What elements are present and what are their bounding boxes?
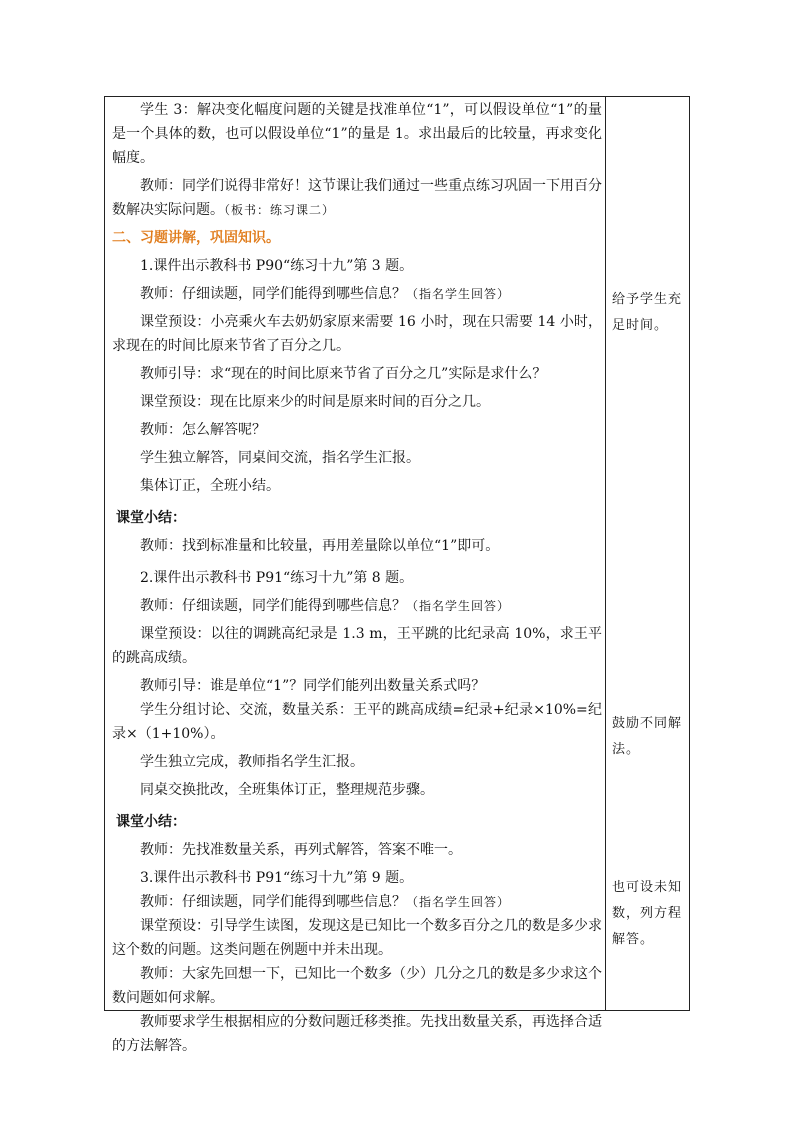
column-divider bbox=[605, 96, 606, 1011]
exercise-title-2: 2.课件出示教科书 P91“练习十九”第 8 题。 bbox=[140, 570, 414, 586]
paragraph-student3 bbox=[112, 98, 602, 170]
paragraph-preset-2: 课堂预设：现在比原来少的时间是原来时间的百分之几。 bbox=[140, 394, 490, 410]
paragraph-teacher-recall: 教师：大家先回想一下，已知比一个数多（少）几分之几的数是多少求这个数问题如何求解。 bbox=[112, 966, 602, 1006]
paragraph-teacher-question-3 bbox=[112, 890, 602, 914]
paragraph-preset-4: 课堂预设：引导学生读图，发现这是已知比一个数多百分之几的数是多少求这个数的问题。这类问题在例题中并未出现。 bbox=[112, 918, 602, 958]
main-content-column bbox=[112, 98, 602, 1058]
side-note-equation: 也可设未知数，列方程解答。 bbox=[612, 880, 683, 947]
hint-note: （指名学生回答） bbox=[406, 287, 511, 301]
paragraph-group-discuss: 学生分组讨论、交流，数量关系：王平的跳高成绩=纪录+纪录×10%=纪录×（1+10%）。 bbox=[112, 702, 602, 742]
paragraph-summary-1: 教师：找到标准量和比较量，再用差量除以单位“1”即可。 bbox=[140, 538, 500, 554]
paragraph-guide-1: 教师引导：求“现在的时间比原来节省了百分之几”实际是求什么？ bbox=[140, 366, 547, 382]
paragraph-guide-2: 教师引导：谁是单位“1”？同学们能列出数量关系式吗？ bbox=[140, 678, 486, 694]
paragraph-transfer: 教师要求学生根据相应的分数问题迁移类推。先找出数量关系，再选择合适的方法解答。 bbox=[112, 1014, 602, 1054]
hint-note: （指名学生回答） bbox=[406, 895, 511, 909]
paragraph-teacher-question-1 bbox=[112, 282, 602, 306]
paragraph-peer-review: 同桌交换批改，全班集体订正，整理规范步骤。 bbox=[140, 782, 434, 798]
paragraph-preset-3: 课堂预设：以往的调跳高纪录是 1.3 m，王平跳的比纪录高 10%，求王平的跳高成绩。 bbox=[112, 626, 602, 666]
paragraph-student-solve: 学生独立解答，同桌间交流，指名学生汇报。 bbox=[140, 450, 420, 466]
section-heading: 二、习题讲解，巩固知识。 bbox=[112, 230, 280, 246]
paragraph-teacher-question-2 bbox=[112, 594, 602, 618]
paragraph-student-complete: 学生独立完成，教师指名学生汇报。 bbox=[140, 754, 364, 770]
paragraph-text: 教师：同学们说得非常好！这节课让我们通过一些重点练习巩固一下用百分数解决实际问题。 bbox=[112, 178, 602, 218]
hint-note: （指名学生回答） bbox=[406, 599, 511, 613]
exercise-title-3: 3.课件出示教科书 P91“练习十九”第 9 题。 bbox=[140, 870, 414, 886]
summary-heading-1: 课堂小结： bbox=[116, 510, 186, 526]
exercise-title-1: 1.课件出示教科书 P90“练习十九”第 3 题。 bbox=[140, 258, 414, 274]
paragraph-teacher-how: 教师：怎么解答呢？ bbox=[140, 422, 266, 438]
paragraph-text: 教师：仔细读题，同学们能得到哪些信息？ bbox=[140, 286, 406, 302]
summary-heading-2: 课堂小结： bbox=[116, 814, 186, 830]
paragraph-text: 学生 3：解决变化幅度问题的关键是找准单位“1”，可以假设单位“1”的量是一个具体的数，也可以假设单位“1”的量是 1。求出最后的比较量，再求变化幅度。 bbox=[112, 102, 602, 166]
paragraph-teacher-intro bbox=[112, 174, 602, 222]
side-note-methods: 鼓励不同解法。 bbox=[612, 716, 683, 757]
board-note: （板书：练习课二） bbox=[224, 203, 336, 217]
paragraph-text: 教师：仔细读题，同学们能得到哪些信息？ bbox=[140, 598, 406, 614]
paragraph-correct: 集体订正，全班小结。 bbox=[140, 478, 280, 494]
paragraph-text: 教师：仔细读题，同学们能得到哪些信息？ bbox=[140, 894, 406, 910]
paragraph-summary-2: 教师：先找准数量关系，再列式解答，答案不唯一。 bbox=[140, 842, 462, 858]
paragraph-preset-1: 课堂预设：小亮乘火车去奶奶家原来需要 16 小时，现在只需要 14 小时，求现在的时间比原来节省了百分之几。 bbox=[112, 314, 602, 354]
side-note-time: 给予学生充足时间。 bbox=[612, 292, 683, 333]
